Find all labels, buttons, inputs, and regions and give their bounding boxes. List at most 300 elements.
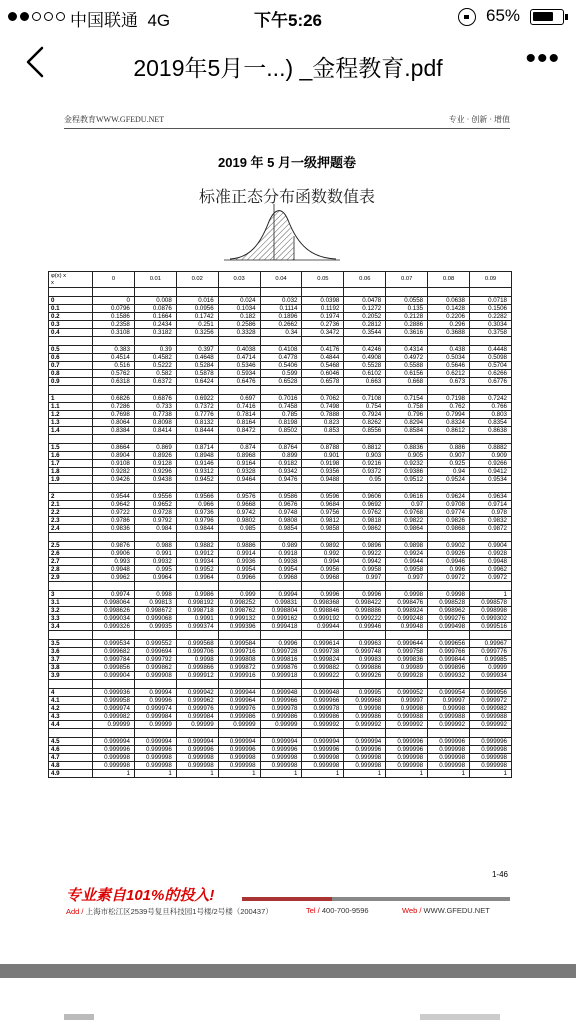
table-cell: 0.7498 xyxy=(302,403,344,411)
table-cell: 0.4844 xyxy=(302,354,344,362)
table-cell: 0.6922 xyxy=(176,395,218,403)
spacer-cell xyxy=(49,582,93,591)
spacer-cell xyxy=(344,288,386,297)
spacer-cell xyxy=(49,288,93,297)
table-cell: 0.9986 xyxy=(176,591,218,599)
table-cell: 0.9966 xyxy=(218,574,260,582)
row-label: 0.9 xyxy=(49,378,93,386)
table-cell: 1 xyxy=(260,770,302,778)
table-cell: 0.9922 xyxy=(344,550,386,558)
table-cell: 0.7372 xyxy=(176,403,218,411)
spacer-cell xyxy=(218,680,260,689)
network-type: 4G xyxy=(147,11,171,30)
table-cell: 0.999882 xyxy=(302,664,344,672)
table-cell: 0.999994 xyxy=(176,738,218,746)
table-cell: 0.999896 xyxy=(428,664,470,672)
table-cell: 0.999998 xyxy=(134,762,176,770)
spacer-cell xyxy=(302,631,344,640)
spacer-cell xyxy=(176,533,218,542)
table-cell: 0.5704 xyxy=(470,362,512,370)
table-cell: 1 xyxy=(93,770,135,778)
table-cell: 0.99999 xyxy=(93,721,135,729)
spacer-cell xyxy=(260,288,302,297)
table-cell: 0.99998 xyxy=(344,705,386,713)
table-cell: 0.999996 xyxy=(218,746,260,754)
table-cell: 0.5528 xyxy=(344,362,386,370)
table-cell: 0.6776 xyxy=(470,378,512,386)
spacer-cell xyxy=(344,582,386,591)
table-cell: 0.8788 xyxy=(302,444,344,452)
table-row xyxy=(49,419,512,427)
row-label: 4.6 xyxy=(49,746,93,754)
table-row xyxy=(49,452,512,460)
table-cell: 0.9876 xyxy=(93,542,135,550)
table-row xyxy=(49,395,512,403)
spacer-cell xyxy=(218,435,260,444)
spacer-cell xyxy=(49,680,93,689)
table-cell: 0.9544 xyxy=(93,493,135,501)
table-cell: 0.999998 xyxy=(218,754,260,762)
row-label: 1.4 xyxy=(49,427,93,435)
table-cell: 0.9958 xyxy=(386,566,428,574)
table-cell: 0.999986 xyxy=(302,713,344,721)
table-cell: 0.024 xyxy=(218,297,260,305)
table-cell: 0.999498 xyxy=(428,623,470,631)
table-row xyxy=(49,305,512,313)
normal-curve-figure xyxy=(222,200,342,268)
table-cell: 0.999936 xyxy=(93,689,135,697)
table-cell: 1 xyxy=(386,770,428,778)
table-cell: 0.9892 xyxy=(302,542,344,550)
table-cell: 0.4972 xyxy=(386,354,428,362)
table-cell: 0.7776 xyxy=(176,411,218,419)
table-cell: 0.8882 xyxy=(470,444,512,452)
table-cell: 0.999992 xyxy=(386,721,428,729)
spacer-cell xyxy=(386,729,428,738)
table-cell: 0.99999 xyxy=(134,721,176,729)
spacer-cell xyxy=(176,631,218,640)
table-row xyxy=(49,476,512,484)
table-cell: 0.9668 xyxy=(218,501,260,509)
table-row xyxy=(49,746,512,754)
table-row xyxy=(49,509,512,517)
table-cell: 0.9464 xyxy=(218,476,260,484)
table-row xyxy=(49,558,512,566)
table-cell: 0.7108 xyxy=(344,395,386,403)
table-cell: 0.3758 xyxy=(470,329,512,337)
table-row xyxy=(49,362,512,370)
table-row xyxy=(49,591,512,599)
table-cell: 0.9974 xyxy=(93,591,135,599)
next-page-preview[interactable] xyxy=(0,978,576,1024)
table-cell: 0.5588 xyxy=(386,362,428,370)
table-cell: 0.999996 xyxy=(176,746,218,754)
clock: 下午5:26 xyxy=(253,11,323,30)
table-row xyxy=(49,493,512,501)
spacer-cell xyxy=(428,582,470,591)
table-cell: 0.999656 xyxy=(428,640,470,648)
table-cell: 0.999872 xyxy=(218,664,260,672)
table-cell: 0.999534 xyxy=(93,640,135,648)
table-cell: 0.9266 xyxy=(470,460,512,468)
table-cell: 0.9954 xyxy=(218,566,260,574)
table-cell: 0.999982 xyxy=(93,713,135,721)
row-label: 3.1 xyxy=(49,599,93,607)
table-row xyxy=(49,542,512,550)
spacer-cell xyxy=(134,582,176,591)
spacer-cell xyxy=(344,386,386,395)
spacer-cell xyxy=(260,484,302,493)
table-cell: 0.3544 xyxy=(344,329,386,337)
spacer-cell xyxy=(218,631,260,640)
table-cell: 0.5878 xyxy=(176,370,218,378)
table-cell: 0.999862 xyxy=(134,664,176,672)
row-label: 1.9 xyxy=(49,476,93,484)
table-cell: 0.999962 xyxy=(176,697,218,705)
table-cell: 0.999988 xyxy=(428,713,470,721)
table-cell: 0.998476 xyxy=(386,599,428,607)
row-label: 3.7 xyxy=(49,656,93,664)
table-cell: 0.999994 xyxy=(134,738,176,746)
table-cell: 0.9768 xyxy=(386,509,428,517)
table-cell: 0.5934 xyxy=(218,370,260,378)
table-cell: 0.4176 xyxy=(302,346,344,354)
table-cell: 0.1896 xyxy=(260,313,302,321)
table-row xyxy=(49,607,512,615)
table-cell: 0.999986 xyxy=(260,713,302,721)
table-cell: 0.999982 xyxy=(470,705,512,713)
table-row xyxy=(49,689,512,697)
spacer-cell xyxy=(176,288,218,297)
table-row xyxy=(49,664,512,672)
table-cell: 1 xyxy=(218,770,260,778)
row-label: 2.6 xyxy=(49,550,93,558)
table-cell: 0.9534 xyxy=(470,476,512,484)
table-cell: 0.999934 xyxy=(470,672,512,680)
group-spacer-row xyxy=(49,288,512,297)
spacer-cell xyxy=(49,631,93,640)
table-cell: 0.999998 xyxy=(93,754,135,762)
table-row xyxy=(49,656,512,664)
table-cell: 0.7062 xyxy=(302,395,344,403)
table-cell: 0.0478 xyxy=(344,297,386,305)
table-row xyxy=(49,672,512,680)
table-cell: 0.999748 xyxy=(344,648,386,656)
spacer-cell xyxy=(134,729,176,738)
row-label: 1 xyxy=(49,395,93,403)
table-cell: 0.9438 xyxy=(134,476,176,484)
table-cell: 0.9786 xyxy=(93,517,135,525)
table-cell: 0.9652 xyxy=(134,501,176,509)
table-cell: 0.9826 xyxy=(428,517,470,525)
table-cell: 0.999996 xyxy=(134,746,176,754)
table-cell: 0.853 xyxy=(302,427,344,435)
spacer-cell xyxy=(344,484,386,493)
table-cell: 0.999998 xyxy=(176,762,218,770)
table-cell: 0.9864 xyxy=(386,525,428,533)
table-cell: 0.999954 xyxy=(428,689,470,697)
row-label: 2.2 xyxy=(49,509,93,517)
group-spacer-row xyxy=(49,435,512,444)
table-cell: 0.899 xyxy=(260,452,302,460)
table-cell: 0.9946 xyxy=(428,558,470,566)
table-cell: 0.438 xyxy=(428,346,470,354)
table-row xyxy=(49,468,512,476)
table-cell: 0.989 xyxy=(260,542,302,550)
table-cell: 0.3108 xyxy=(93,329,135,337)
table-cell: 0.6578 xyxy=(302,378,344,386)
table-cell: 0.668 xyxy=(386,378,428,386)
table-cell: 0.6876 xyxy=(134,395,176,403)
spacer-cell xyxy=(176,386,218,395)
table-row xyxy=(49,705,512,713)
row-label: 0.8 xyxy=(49,370,93,378)
spacer-cell xyxy=(260,533,302,542)
table-cell: 0.1114 xyxy=(260,305,302,313)
table-cell: 0.998064 xyxy=(93,599,135,607)
table-cell: 0.6372 xyxy=(134,378,176,386)
spacer-cell xyxy=(428,680,470,689)
table-cell: 0.182 xyxy=(218,313,260,321)
table-cell: 0.9412 xyxy=(470,468,512,476)
table-cell: 0.99998 xyxy=(428,705,470,713)
spacer-cell xyxy=(93,484,135,493)
table-cell: 0.9926 xyxy=(428,550,470,558)
table-row xyxy=(49,599,512,607)
table-cell: 0.999928 xyxy=(386,672,428,680)
table-cell: 0.9198 xyxy=(302,460,344,468)
row-label: 3.2 xyxy=(49,607,93,615)
spacer-cell xyxy=(428,631,470,640)
table-cell: 0.8948 xyxy=(176,452,218,460)
table-cell: 0.762 xyxy=(428,403,470,411)
table-cell: 0.8414 xyxy=(134,427,176,435)
table-cell: 0.7154 xyxy=(386,395,428,403)
table-cell: 0.999988 xyxy=(470,713,512,721)
column-header: 0.04 xyxy=(260,272,302,288)
table-row xyxy=(49,411,512,419)
table-cell: 0.999682 xyxy=(93,648,135,656)
spacer-cell xyxy=(218,484,260,493)
spacer-cell xyxy=(218,288,260,297)
table-cell: 0.9936 xyxy=(218,558,260,566)
row-label: 3.5 xyxy=(49,640,93,648)
header-left-text: 金程教育WWW.GFEDU.NET xyxy=(64,115,165,124)
table-cell: 0.999974 xyxy=(134,705,176,713)
table-cell: 0.999998 xyxy=(176,754,218,762)
table-cell: 0.9524 xyxy=(428,476,470,484)
back-chevron-icon[interactable] xyxy=(16,42,56,82)
table-cell: 0.9938 xyxy=(260,558,302,566)
table-cell: 0.999728 xyxy=(260,648,302,656)
table-cell: 0.9356 xyxy=(302,468,344,476)
carrier-label: 中国联通 4G xyxy=(70,11,171,30)
table-cell: 0.5346 xyxy=(218,362,260,370)
table-cell: 0.99999 xyxy=(176,721,218,729)
spacer-cell xyxy=(428,435,470,444)
table-cell: 0.7286 xyxy=(93,403,135,411)
table-cell: 0.999998 xyxy=(470,754,512,762)
table-cell: 0.9386 xyxy=(386,468,428,476)
row-label: 1.2 xyxy=(49,411,93,419)
table-cell: 0.999998 xyxy=(470,746,512,754)
column-header: 0.01 xyxy=(134,272,176,288)
table-row xyxy=(49,297,512,305)
column-header: 0.06 xyxy=(344,272,386,288)
table-cell: 0.998762 xyxy=(218,607,260,615)
table-cell: 0.9858 xyxy=(302,525,344,533)
table-cell: 0.9596 xyxy=(302,493,344,501)
spacer-cell xyxy=(470,337,512,346)
table-cell: 1 xyxy=(134,770,176,778)
table-cell: 0.9836 xyxy=(93,525,135,533)
table-cell: 0.999034 xyxy=(93,615,135,623)
spacer-cell xyxy=(386,680,428,689)
table-cell: 0.99946 xyxy=(344,623,386,631)
table-cell: 0.8904 xyxy=(93,452,135,460)
table-cell: 0.999276 xyxy=(428,615,470,623)
table-cell: 0.985 xyxy=(218,525,260,533)
table-cell: 0.4314 xyxy=(386,346,428,354)
spacer-cell xyxy=(49,386,93,395)
table-cell: 0.978 xyxy=(470,509,512,517)
table-row xyxy=(49,403,512,411)
row-label: 2.7 xyxy=(49,558,93,566)
table-row xyxy=(49,697,512,705)
table-cell: 0.3688 xyxy=(428,329,470,337)
table-cell: 0.999996 xyxy=(260,746,302,754)
table-cell: 0.9692 xyxy=(344,501,386,509)
table-cell: 0.383 xyxy=(93,346,135,354)
table-cell: 0.4582 xyxy=(134,354,176,362)
table-cell: 0.9488 xyxy=(302,476,344,484)
table-cell: 0.999996 xyxy=(470,738,512,746)
table-row xyxy=(49,444,512,452)
table-cell: 0.999984 xyxy=(134,713,176,721)
table-cell: 0.999568 xyxy=(176,640,218,648)
table-cell: 0.999876 xyxy=(260,664,302,672)
table-cell: 0.9944 xyxy=(386,558,428,566)
table-cell: 0.991 xyxy=(134,550,176,558)
table-cell: 0.8098 xyxy=(134,419,176,427)
table-cell: 0.9722 xyxy=(93,509,135,517)
table-cell: 0.4246 xyxy=(344,346,386,354)
table-cell: 0.999706 xyxy=(176,648,218,656)
table-cell: 0.2282 xyxy=(470,313,512,321)
table-cell: 0.7924 xyxy=(344,411,386,419)
table-cell: 0.032 xyxy=(260,297,302,305)
table-cell: 0.999994 xyxy=(93,738,135,746)
table-cell: 0.39 xyxy=(134,346,176,354)
table-cell: 0.6156 xyxy=(386,370,428,378)
table-row xyxy=(49,525,512,533)
table-cell: 0.016 xyxy=(176,297,218,305)
table-cell: 0.9904 xyxy=(470,542,512,550)
footer-tel: Tel / 400-700-9596 xyxy=(306,906,369,915)
spacer-cell xyxy=(386,386,428,395)
normal-distribution-table xyxy=(48,271,512,778)
spacer-cell xyxy=(386,582,428,591)
table-cell: 0.997 xyxy=(344,574,386,582)
table-cell: 0.999886 xyxy=(344,664,386,672)
table-cell: 0.903 xyxy=(344,452,386,460)
table-cell: 0.999998 xyxy=(428,754,470,762)
table-cell: 1 xyxy=(302,770,344,778)
table-cell: 0.4648 xyxy=(176,354,218,362)
table-cell: 0.8164 xyxy=(218,419,260,427)
table-cell: 0.9452 xyxy=(176,476,218,484)
table-cell: 0.9882 xyxy=(176,542,218,550)
table-cell: 0.9962 xyxy=(470,566,512,574)
table-cell: 0.9934 xyxy=(176,558,218,566)
table-cell: 0.999694 xyxy=(134,648,176,656)
table-cell: 0.925 xyxy=(428,460,470,468)
table-cell: 0.3472 xyxy=(302,329,344,337)
spacer-cell xyxy=(134,533,176,542)
table-cell: 0.8714 xyxy=(176,444,218,452)
row-label: 2.5 xyxy=(49,542,93,550)
table-cell: 0.999844 xyxy=(428,656,470,664)
table-cell: 0.999792 xyxy=(134,656,176,664)
spacer-cell xyxy=(386,533,428,542)
row-label: 2.3 xyxy=(49,517,93,525)
table-cell: 0.8556 xyxy=(344,427,386,435)
table-cell: 0.1586 xyxy=(93,313,135,321)
row-label: 0.4 xyxy=(49,329,93,337)
group-spacer-row xyxy=(49,533,512,542)
table-cell: 0.2358 xyxy=(93,321,135,329)
table-cell: 0.1272 xyxy=(344,305,386,313)
table-cell: 0.999986 xyxy=(218,713,260,721)
table-cell: 0.9232 xyxy=(386,460,428,468)
pdf-page[interactable] xyxy=(52,104,522,944)
table-cell: 0.9948 xyxy=(470,558,512,566)
spacer-cell xyxy=(260,435,302,444)
table-cell: 0.1506 xyxy=(470,305,512,313)
table-cell: 0.998 xyxy=(134,591,176,599)
row-label: 0.2 xyxy=(49,313,93,321)
table-cell: 0.999952 xyxy=(386,689,428,697)
table-cell: 0.907 xyxy=(428,452,470,460)
table-cell: 0.1034 xyxy=(218,305,260,313)
spacer-cell xyxy=(218,582,260,591)
table-cell: 1 xyxy=(470,591,512,599)
row-label: 2.1 xyxy=(49,501,93,509)
row-label: 0.7 xyxy=(49,362,93,370)
table-cell: 0.2736 xyxy=(302,321,344,329)
table-cell: 0.5762 xyxy=(93,370,135,378)
table-cell: 0.8472 xyxy=(218,427,260,435)
table-cell: 0.9964 xyxy=(176,574,218,582)
table-cell: 0.3256 xyxy=(176,329,218,337)
table-cell: 0.673 xyxy=(428,378,470,386)
table-cell: 0.8294 xyxy=(386,419,428,427)
table-cell: 0.99999 xyxy=(218,721,260,729)
more-dots-icon[interactable]: ••• xyxy=(525,42,560,75)
table-cell: 0.995 xyxy=(134,566,176,574)
table-header-row xyxy=(49,272,512,288)
table-cell: 0.9968 xyxy=(302,574,344,582)
table-row xyxy=(49,370,512,378)
table-cell: 0.999992 xyxy=(302,721,344,729)
table-cell: 0.5222 xyxy=(134,362,176,370)
table-cell: 0.9762 xyxy=(344,509,386,517)
row-label: 3.9 xyxy=(49,672,93,680)
table-cell: 0.99967 xyxy=(470,640,512,648)
table-cell: 0.999932 xyxy=(428,672,470,680)
table-cell: 0.999912 xyxy=(176,672,218,680)
spacer-cell xyxy=(302,680,344,689)
